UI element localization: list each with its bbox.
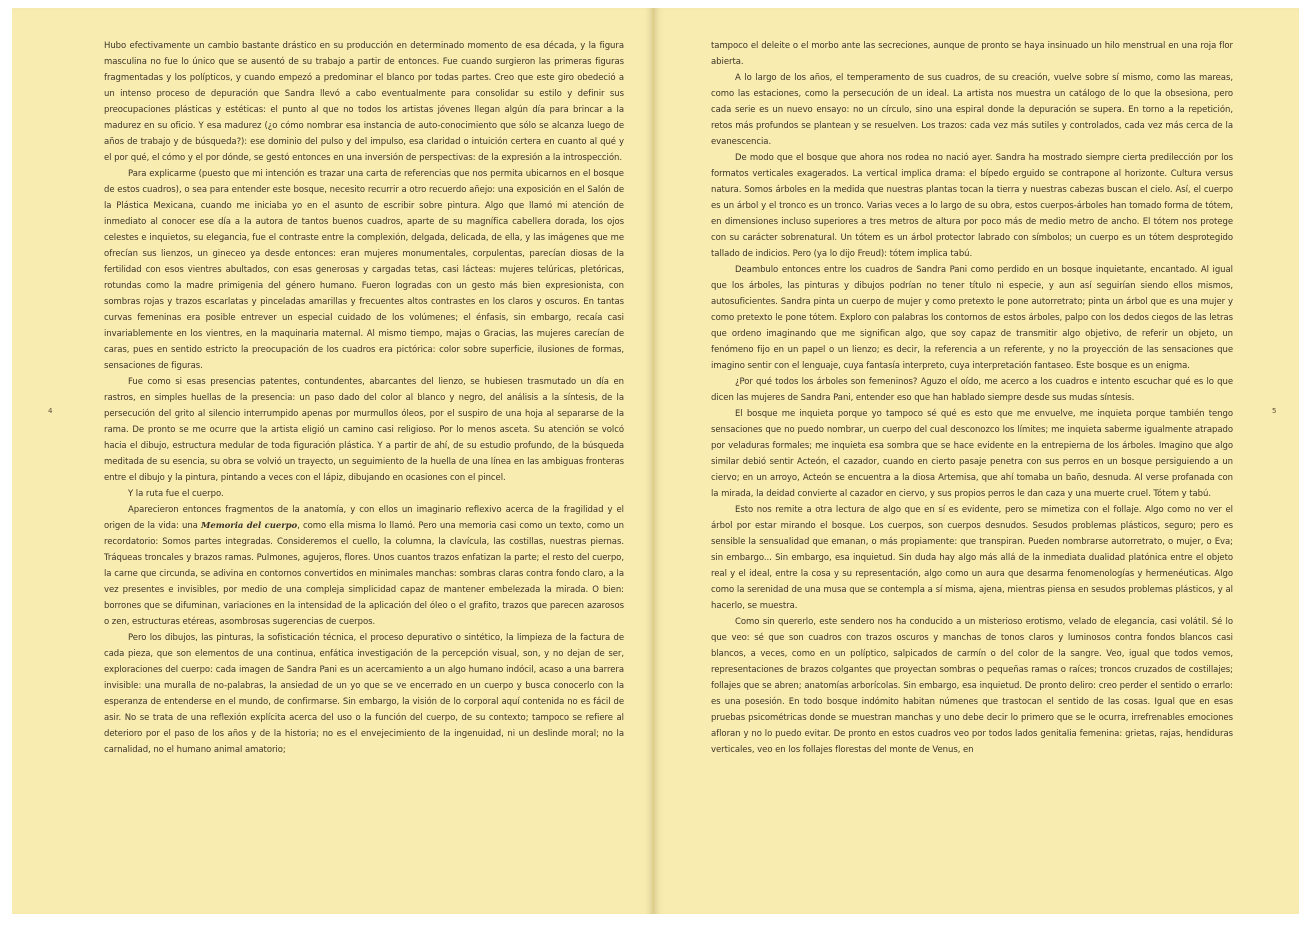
paragraph: A lo largo de los años, el temperamento de sus cuadros, de su creación, vuelve sobre sí mismo, como las mareas, como las estaciones, como la persecución de un ideal. La artista nos muestra un catálogo de lo que la obsesiona, pero cada serie es un nuevo ensayo: no un círculo, sino una espiral donde la depuración se supera. En torno a la repetición, retos más profundos se plantean y se resuelven. Los trazos: cada vez más sutiles y controlados, cada vez más cerca de la evanescencia. [711, 73, 1233, 147]
paragraph: ¿Por qué todos los árboles son femeninos? Aguzo el oído, me acerco a los cuadros e intento escuchar qué es lo que dicen las mujeres de Sandra Pani, entender eso que han hablado siempre desde sus mudas síntesis. [711, 377, 1233, 403]
paragraph: Deambulo entonces entre los cuadros de Sandra Pani como perdido en un bosque inquietante, encantado. Al igual que los árboles, las pinturas y dibujos podrían no tener título ni especie, y aun así seguirían siendo ellos mismos, autosuficientes. Sandra pinta un cuerpo de mujer y como pretexto le pone autorretrato; pinta un árbol que es una mujer y como pretexto le pone tótem. Exploro con palabras los contornos de estos árboles, palpo con los dedos ciegos de las letras que ordeno imaginando que me significan algo, que soy capaz de transmitir algo objetivo, de referir un objeto, un fenómeno fijo en un papel o un lienzo; es decir, la referencia a un referente, y no la proyección de las sensaciones que imagino sentir con el lenguaje, cuya fantasía interpreto, cuya interpretación fantaseo. Este bosque es un enigma. [711, 265, 1233, 371]
paragraph [104, 502, 624, 630]
paragraph: De modo que el bosque que ahora nos rodea no nació ayer. Sandra ha mostrado siempre cierta predilección por los formatos verticales exagerados. La vertical implica drama: el bípedo erguido se contrapone al horizonte. Cultura versus natura. Somos árboles en la medida que nuestras plantas tocan la tierra y nuestras cabezas buscan el cielo. Así, el cuerpo es un árbol y el tronco es un tronco. Varias veces a lo largo de su obra, estos cuerpos-árboles han tomado forma de tótem, en dimensiones incluso superiores a tres metros de altura por poco más de medio metro de ancho. El tótem nos protege con su carácter sobrenatural. Un tótem es un árbol protector labrado con símbolos; un cuerpo es un tótem desprotegido tallado de indicios. Pero (ya lo dijo Freud): tótem implica tabú. [711, 153, 1233, 259]
work-title: Memoria del cuerpo [201, 521, 298, 531]
right-page-text [711, 38, 1233, 758]
paragraph: tampoco el deleite o el morbo ante las secreciones, aunque de pronto se haya insinuado un hilo menstrual en una roja flor abierta. [711, 41, 1233, 67]
paragraph: Como sin quererlo, este sendero nos ha conducido a un misterioso erotismo, velado de elegancia, casi volátil. Sé lo que veo: sé que son cuadros con trazos oscuros y manchas de tonos claros y luminosos contra fondos blancos casi blancos, a veces, como en un políptico, salpicados de carmín o del color de la sangre. Veo, igual que todos vemos, representaciones de brazos colgantes que proyectan sombras o pequeñas ramas o raíces; troncos cruzados de costillajes; follajes que se abren; anatomías arborícolas. Sin embargo, esa inquietud. De pronto deliro: creo perder el sentido o errarlo: es una posesión. En todo bosque indómito habitan númenes que trastocan el sentido de las cosas. Igual que en esas pruebas psicométricas donde se muestran manchas y uno debe decir lo primero que se le ocurra, irrefrenables emociones afloran y no lo puedo evitar. De pronto en estos cuadros veo por todos lados genitalia femenina: grietas, rajas, hendiduras verticales, veo en los follajes florestas del monte de Venus, en [711, 617, 1233, 755]
paragraph-text: , como ella misma lo llamó. Pero una memoria casi como un texto, como un recordatorio: Somos partes integradas. Consideremos el cuello, la columna, la clavícula, las costillas, nuestras piernas. Tráqueas troncales y brazos ramas. Pulmones, agujeros, flores. Unos cuantos trazos enfatizan la parte; el resto del cuerpo, la carne que circunda, se adivina en contornos convertidos en minimales manchas: sombras claras contra fondo claro, a la vez presentes e invisibles, por medio de una compleja simplicidad capaz de mantener embelezada la mirada. O bien: borrones que se difuminan, variaciones en la intensidad de la aplicación del óleo o el grafito, trazos que parecen azarosos o zen, estructuras etéreas, asombrosas sugerencias de cuerpos. [104, 521, 624, 627]
left-page-text [104, 38, 624, 758]
paragraph: Y la ruta fue el cuerpo. [128, 489, 224, 499]
paragraph: Esto nos remite a otra lectura de algo que en sí es evidente, pero se mimetiza con el follaje. Algo como no ver el árbol por estar mirando el bosque. Los cuerpos, son cuerpos desnudos. Sesudos problemas plásticos, seguro; pero es sensible la sensualidad que emanan, o más propiamente: que transpiran. Pueden nombrarse autorretrato, o mujer, o Eva; sin embargo... Sin embargo, esa inquietud. Sin duda hay algo más allá de la inmediata dualidad platónica entre el objeto real y el ideal, entre la cosa y su representación, algo como un aura que desarma fenomenologías y hermenéuticas. Algo como la serenidad de una musa que se contempla a sí misma, ajena, mientras piensa en sesudos problemas plásticos, y al hacerlo, se muestra. [711, 505, 1233, 611]
left-page [12, 8, 652, 914]
paragraph: Hubo efectivamente un cambio bastante drástico en su producción en determinado momento de esa década, y la figura masculina no fue lo único que se ausentó de su trabajo a partir de entonces. Fue cuando surgieron las primeras figuras fragmentadas y los polípticos, y cuando empezó a predominar el blanco por todas partes. Creo que este giro obedeció a un intenso proceso de depuración que Sandra llevó a cabo eventualmente para consolidar su estilo y definir sus preocupaciones plásticas y estéticas: el punto al que no todos los artistas jóvenes llegan algún día para brincar a la madurez en su oficio. Y esa madurez (¿o cómo nombrar esa instancia de auto-conocimiento que sólo se alcanza luego de años de trabajo y de búsqueda?): ese dominio del pulso y del impulso, esa claridad o intuición certera en cuanto al qué y el por qué, el cómo y el por dónde, se gestó entonces en una inversión de perspectivas: de la expresión a la introspección. [104, 41, 624, 163]
paragraph: El bosque me inquieta porque yo tampoco sé qué es esto que me envuelve, me inquieta porque también tengo sensaciones que no puedo nombrar, un cuerpo del cual desconozco los límites; me inquieta saberme igualmente atrapado por veladuras formales; me inquieta esa sombra que se hace evidente en la entrepierna de los árboles. Imagino que algo similar debió sentir Acteón, el cazador, cuando en cierto pasaje penetra con sus perros en un bosque persiguiendo a un ciervo; en un arroyo, Acteón se encuentra a la diosa Artemisa, que ahí tomaba un baño, desnuda. Al verse profanada con la mirada, la deidad convierte al cazador en ciervo, y sus propios perros le dan caza y una muerte cruel. Tótem y tabú. [711, 409, 1233, 499]
right-page [655, 8, 1299, 914]
paragraph: Pero los dibujos, las pinturas, la sofisticación técnica, el proceso depurativo o sintético, la limpieza de la factura de cada pieza, que son elementos de una continua, enfática investigación de la percepción visual, son, y no dejan de ser, exploraciones del cuerpo: cada imagen de Sandra Pani es un acercamiento a un algo humano indócil, acaso a una barrera invisible: una muralla de no-palabras, la ansiedad de un yo que se ve encerrado en un cuerpo y busca conocerlo con la esperanza de entenderse en el mundo, de confirmarse. Sin embargo, la visión de lo corporal aquí contenida no es fácil de asir. No se trata de una reflexión explícita acerca del uso o la función del cuerpo, de su contexto; tampoco se refiere al deterioro por el paso de los años y de la historia; no es el envejecimiento de la ingenuidad, ni un deslinde moral; no la carnalidad, no el humano animal amatorio; [104, 633, 624, 755]
page-number-left: 4 [48, 407, 53, 415]
page-number-right: 5 [1272, 407, 1277, 415]
paragraph: Fue como si esas presencias patentes, contundentes, abarcantes del lienzo, se hubiesen trasmutado un día en rastros, en simples huellas de la presencia: un paso dado del color al blanco y negro, del análisis a la síntesis, de la persecución del grito al silencio interrumpido apenas por murmullos óleos, por el suspiro de una hoja al separarse de la rama. De pronto se me ocurre que la artista eligió un camino casi religioso. Por lo menos asceta. Su atención se volcó hacia el dibujo, estructura medular de toda figuración plástica. Y a partir de ahí, de su estudio profundo, de la búsqueda meditada de su esencia, su obra se volvió un trayecto, un seguimiento de la huella de una línea en las ambiguas fronteras entre el dibujo y la pintura, pintando a veces con el lápiz, dibujando en ocasiones con el pincel. [104, 377, 624, 483]
paragraph: Para explicarme (puesto que mi intención es trazar una carta de referencias que nos permita ubicarnos en el bosque de estos cuadros), o sea para entender este bosque, necesito recurrir a otro recuerdo añejo: una exposición en el Salón de la Plástica Mexicana, cuando me iniciaba yo en el asunto de escribir sobre pintura. Algo que llamó mi atención de inmediato al conocer ese día a la autora de tantos buenos cuadros, aparte de su magnífica cabellera dorada, los ojos celestes e inquietos, su elegancia, fue el contraste entre la complexión, delgada, delicada, de ella, y las imágenes que me ofrecían sus lienzos, un gineceo ya desde entonces: eran mujeres monumentales, corpulentas, parecían diosas de la fertilidad con esos vientres abultados, con esas generosas y cargadas tetas, casi lácteas: mujeres telúricas, pletóricas, rotundas como la madre primigenia del género humano. Fueron logradas con un gesto más bien expresionista, con sombras rojas y trazos escarlatas y pinceladas amarillas y frecuentes altos contrastes en los claros y oscuros. En tantas curvas femeninas era posible entrever un especial cuidado de los volúmenes; el énfasis, sin embargo, recaía casi invariablemente en los vientres, en la maquinaria maternal. Al mismo tiempo, majas o Gracias, las mujeres carecían de caras, pues en sentido estricto la preocupación de los cuadros era pictórica: color sobre superficie, ilusiones de formas, sensaciones de figuras. [104, 169, 624, 371]
paragraph-text: Aparecieron entonces fragmentos de la anatomía, y con ellos un imaginario reflexivo acerca de la fragilidad y el origen de la vida: una [104, 505, 624, 531]
book-spread [12, 8, 1299, 914]
